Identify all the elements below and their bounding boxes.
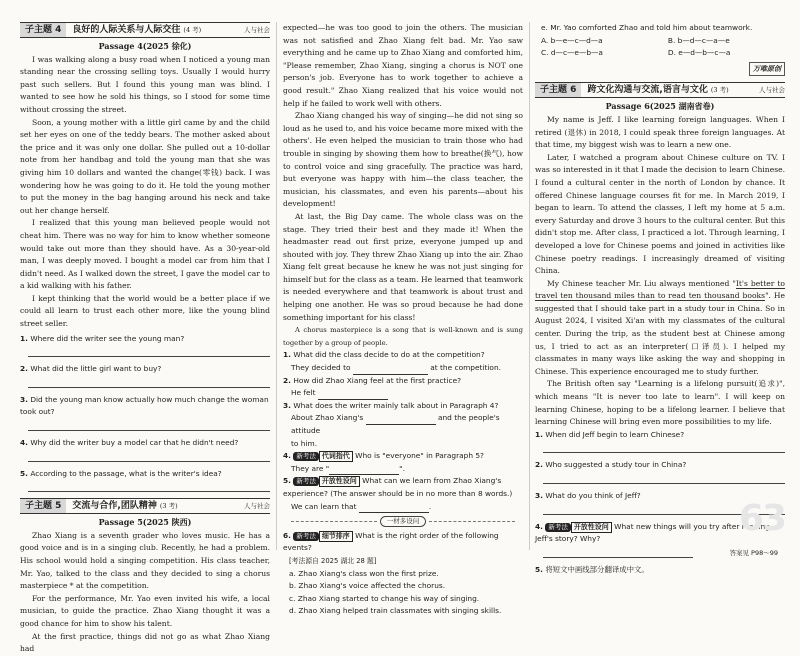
blank[interactable]	[353, 366, 428, 375]
topic-title: 良好的人际关系与人际交往	[72, 24, 181, 35]
passage-paragraph: At last, the Big Day came. The whole class was on the stage. They tried their best and they made it! When the headmaster read out first prize, everyone jumped up and shouted with joy. They threw Zhao Xiang up into the air. Zhao Xiang felt great because he knew he was not just singing for himself but for the class as a team. He learned that teamwork is needed everywhere and that teamwork is about trust and helping one another. He was so proud because he had done something important for his class!	[283, 211, 523, 322]
answer-line[interactable]	[28, 480, 270, 492]
answer-line[interactable]	[28, 419, 270, 431]
answer-option[interactable]: D. e—d—b—c—a	[667, 48, 731, 58]
fill-blank: We can learn that .	[291, 501, 523, 514]
answer-line[interactable]	[543, 472, 785, 484]
method-label: 细节排序	[319, 531, 353, 542]
passage-paragraph: My name is Jeff. I like learning foreign languages. When I retired (退休) in 2018, I could speak three foreign languages. At that time, my biggest wish was to learn a new one.	[535, 114, 785, 150]
topic-category: 人与社会	[759, 86, 785, 95]
question-item: 4. 新考法 代词指代 Who is "everyone" in Paragraph 5?	[283, 451, 484, 461]
method-label: 开放性设问	[319, 476, 360, 487]
answer-line[interactable]	[28, 450, 270, 462]
fill-blank: They are " ".	[291, 463, 523, 476]
passage-paragraph: Zhao Xiang changed his way of singing—he did not sing so loud as he used to, and his voice became more mixed with the others'. He even helped the musician to train those who had trouble in singing by showing them how to breathe(换气), how to control voice and sing gracefully. The practice was hard, but everyone was happy with him—the class teacher, the musician, his classmates, and even his parents—about his development!	[283, 111, 523, 209]
passage-paragraph: Zhao Xiang is a seventh grader who loves music. He has a good voice and is in a singing club. Recently, he had a problem. His school would hold a singing competition. His class teacher, Mr. Yao, talked to the class and they decided to sing a chorus masterpiece * at the competition.	[20, 530, 270, 591]
answer-line[interactable]	[543, 441, 785, 453]
column-divider	[276, 22, 277, 550]
topic-tag: 子主题 5	[20, 499, 66, 513]
question-item: 5. 新考法 开放性设问 What can we learn from Zhao Xiang's experience? (The answer should be in no more than 8 words.)	[283, 476, 513, 498]
passage-6-title: Passage 6(2025 湖南省卷)	[605, 101, 715, 112]
passage-4-title: Passage 4(2025 徐化)	[98, 41, 192, 51]
topic-6-header	[535, 82, 785, 98]
answer-line[interactable]	[28, 345, 270, 357]
new-method-badge: 新考法	[293, 452, 319, 461]
event-option: b. Zhao Xiang's voice affected the chorus.	[289, 581, 446, 591]
question-item: 1. Where did the writer see the young man?	[20, 333, 185, 343]
blank[interactable]	[366, 416, 436, 425]
question-source-note: [考法源自 2025 湖北 28 题]	[289, 556, 377, 565]
question-item: 1. When did Jeff begin to learn Chinese?	[535, 429, 685, 439]
page-number-large: 63	[738, 498, 785, 539]
new-method-badge: 新考法	[293, 477, 319, 486]
question-item: 2. Who suggested a study tour in China?	[535, 460, 687, 470]
passage-paragraph: The British often say "Learning is a lifelong pursuit(追求)", which means "It is never too late to learn". I will keep on learning Chinese, hoping to be a lifelong learner. I believe that learning Chinese will bring even more possibilities to my life.	[535, 379, 785, 427]
event-option: d. Zhao Xiang helped train classmates with singing skills.	[289, 606, 502, 616]
blank[interactable]	[329, 466, 399, 475]
new-method-badge: 新考法	[293, 532, 319, 541]
passage-paragraph: expected—he was too good to join the others. The musician was not satisfied and Zhao Xiang felt bad. Mr. Yao saw everything and he came up to Zhao Xiang and comforted him, "Please remember, Zhao Xiang, singing a chorus is NOT one person's job. Everyone has to work together to achieve a good result." Zhao Xiang realized that his voice would not help if he failed to work well with others.	[283, 23, 523, 108]
passage-paragraph: I kept thinking that the world would be a better place if we could all learn to trust each other more, like the young blind street seller.	[20, 293, 270, 329]
passage-5-title: Passage 5(2025 陕西)	[98, 517, 192, 528]
question-item: 3. What do you think of Jeff?	[535, 491, 641, 500]
method-label: 开放性设问	[571, 522, 612, 533]
topic-4-header	[20, 22, 270, 38]
topic-category: 人与社会	[244, 25, 270, 34]
topic-exam-count: (3 考)	[710, 86, 729, 95]
event-option: e. Mr. Yao comforted Zhao and told him about teamwork.	[541, 23, 753, 32]
passage-paragraph: For the performance, Mr. Yao even invited his wife, a local musician, to guide the practice. Zhao Xiang thought it was a good chance for him to show his talent.	[20, 593, 270, 628]
question-item: 1. What did the class decide to do at the competition?	[283, 350, 485, 360]
fill-blank: They decided to at the competition.	[291, 362, 523, 375]
question-item: 5. 将短文中画线部分翻译成中文。	[535, 564, 649, 574]
question-item: 4. 新考法 开放性设问 What new things will you try after reading Jeff's story? Why?	[535, 521, 770, 544]
topic-exam-count: (4 考)	[183, 25, 202, 34]
column-divider	[529, 22, 530, 550]
answer-line[interactable]	[28, 376, 270, 388]
question-item: 2. What did the little girl want to buy?	[20, 364, 162, 374]
question-item: 5. According to the passage, what is the writer's idea?	[20, 468, 222, 478]
question-item: 3. Did the young man know actually how much change the woman took out?	[20, 394, 269, 417]
question-item: 4. Why did the writer buy a model car that he didn't need?	[20, 438, 239, 448]
topic-exam-count: (3 考)	[159, 501, 178, 510]
original-stamp: 万唯原创	[535, 62, 785, 77]
answer-option[interactable]: C. d—c—e—b—a	[541, 48, 603, 58]
column-right	[535, 22, 785, 576]
multi-question-divider: 一材多设问	[283, 515, 523, 528]
answer-line[interactable]	[543, 546, 693, 558]
passage-paragraph: My Chinese teacher Mr. Liu always mentioned "It's better to travel ten thousand miles than to read ten thousand books". He suggested that I should take part in a study tour in China. So in August 2024, I visited Xi'an with my classmates of the cultural center. During the trip, as the student best at Chinese among us, I tried to act as an interpreter(口译员). I helped my classmates in many ways like asking the way and shopping in Chinese. This experience encouraged me to study further.	[535, 278, 785, 376]
fill-blank: He felt	[291, 387, 523, 400]
fill-blank: About Zhao Xiang's and the people's attitude	[291, 413, 500, 435]
question-item: 6. 新考法 细节排序 What is the right order of the following events?	[283, 530, 499, 553]
passage-paragraph: At the first practice, things did not go as what Zhao Xiang had	[20, 631, 270, 654]
topic-title: 跨文化沟通与交流,语言与文化	[587, 85, 708, 96]
answer-options-row	[541, 47, 785, 60]
column-middle	[283, 22, 523, 618]
method-label: 代词指代	[319, 451, 353, 462]
blank[interactable]	[359, 504, 429, 513]
answer-options-row	[541, 35, 785, 48]
footnote: A chorus masterpiece is a song that is well-known and is sung together by a group of people.	[283, 326, 523, 347]
event-option: c. Zhao Xiang started to change his way of singing.	[289, 593, 480, 603]
passage-paragraph: Later, I watched a program about Chinese culture on TV. I was so interested in it that I made the decision to learn Chinese. I found a cultural center in the north of London by chance. It offered Chinese language courses fit for me. In March 2019, I began to learn. To attend the classes, I left my home at 5 a.m. every Saturday and drove 3 hours to the cultural center. But this didn't stop me. After class, I practiced a lot. Through learning, I developed a love for Chinese poems and joined in activities like Chinese poetry readings. I increasingly dreamed of visiting China.	[535, 152, 785, 276]
new-method-badge: 新考法	[545, 523, 571, 532]
answer-option[interactable]: B. b—d—c—a—e	[667, 35, 730, 45]
passage-paragraph: I was walking along a busy road when I noticed a young man standing near the crossing selling toys. Usually I would hurry past such sellers. But I found this young man was blind. I wanted to see how he sold his things, so I stood for some time without crossing the street.	[20, 54, 270, 114]
topic-category: 人与社会	[244, 501, 270, 510]
topic-tag: 子主题 6	[535, 83, 581, 97]
topic-5-header	[20, 498, 270, 514]
fill-blank-cont: to him.	[291, 438, 318, 448]
answer-page-reference: 答案见 P98～99	[729, 549, 778, 557]
question-item: 3. What does the writer mainly talk about in Paragraph 4?	[283, 400, 499, 410]
passage-4-questions	[20, 333, 270, 493]
underlined-sentence: It's better to travel ten thousand miles than to read ten thousand books	[535, 278, 785, 301]
question-item: 2. How did Zhao Xiang feel at the first practice?	[283, 375, 462, 385]
passage-paragraph: I realized that this young man believed people would not cheat him. There was no way for him to know whether someone would take out more than they should have. As a 30-year-old man, I was deeply moved. I bought a model car from him that I didn't need. As I walked down the street, I gave the model car to a kid walking with his father.	[20, 218, 270, 291]
event-option: a. Zhao Xiang's class won the first prize.	[289, 568, 439, 578]
passage-paragraph: Soon, a young mother with a little girl came by and the child set her eyes on one of the teddy bears. The mother asked about the price and it was only one dollar. She pulled out a 10-dollar note from her handbag and told the young man that she was giving him 10 dollars and wanted the change(零钱) back. I was wondering how he was going to do it. He told the young mother to put the money in the bag hanging around his neck and take out her change herself.	[20, 117, 270, 215]
topic-title: 交流与合作,团队精神	[72, 500, 157, 511]
blank[interactable]	[318, 391, 388, 400]
topic-tag: 子主题 4	[20, 23, 66, 37]
column-left	[20, 22, 270, 656]
answer-option[interactable]: A. b—e—c—d—a	[541, 35, 603, 45]
